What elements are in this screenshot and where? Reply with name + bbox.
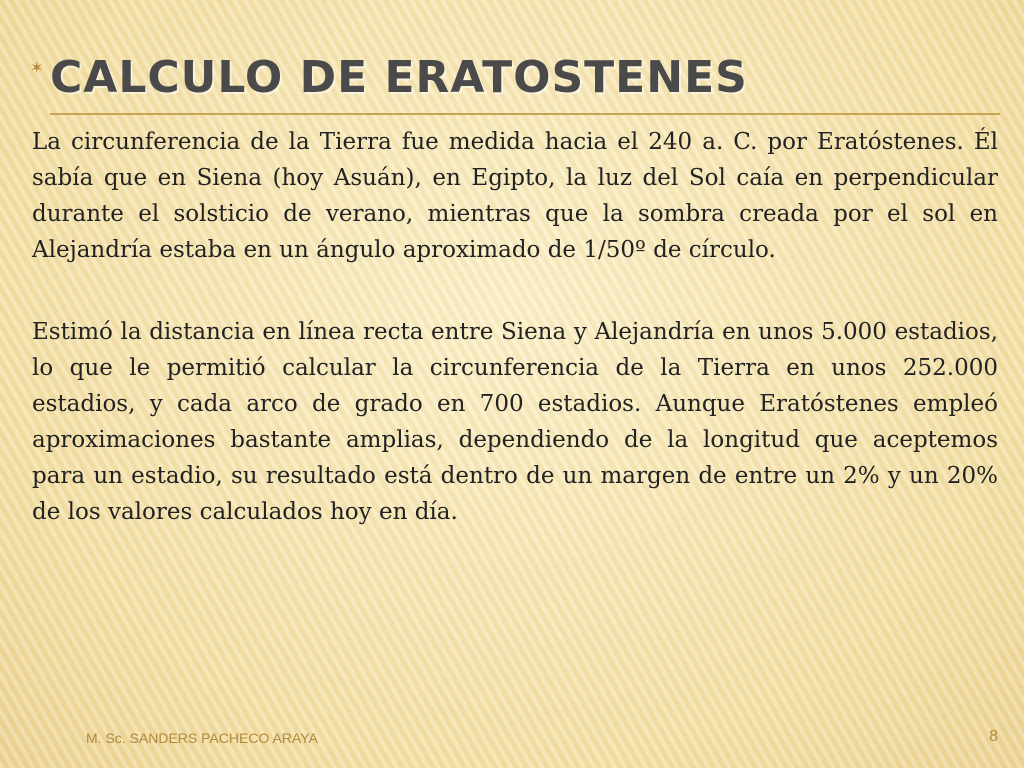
slide-title: CALCULO DE ERATOSTENES xyxy=(50,52,748,103)
star-bullet-icon: ✶ xyxy=(30,58,44,77)
footer-author: M. Sc. SANDERS PACHECO ARAYA xyxy=(86,730,318,746)
paragraph-1: La circunferencia de la Tierra fue medida hacia el 240 a. C. por Eratóstenes. Él sabía que en Siena (hoy Asuán), en Egipto, la luz del Sol caía en perpendicular durante el solsticio de verano, mientras que la sombra creada por el sol en Alejandría estaba en un ángulo aproximado de 1/50º de círculo. xyxy=(32,129,998,263)
paragraph-2: Estimó la distancia en línea recta entre Siena y Alejandría en unos 5.000 estadios, lo que le permitió calcular la circunferencia de la Tierra en unos 252.000 estadios, y cada arco de grado en 700 estadios. Aunque Eratóstenes empleó aproximaciones bastante amplias, dependiendo de la longitud que aceptemos para un estadio, su resultado está dentro de un margen de entre un 2% y un 20% de los valores calculados hoy en día. xyxy=(32,319,998,525)
page-number: 8 xyxy=(989,728,998,745)
slide-body xyxy=(32,124,998,530)
title-underline xyxy=(50,113,1000,115)
